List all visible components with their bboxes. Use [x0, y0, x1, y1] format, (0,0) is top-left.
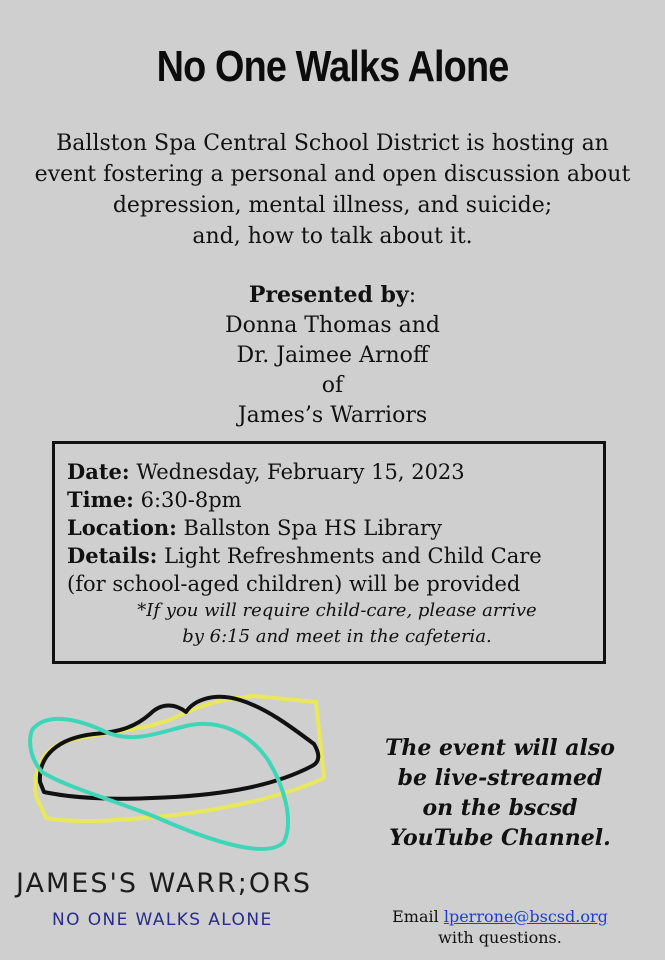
presenter-line: James’s Warriors [237, 403, 428, 428]
contact-line [360, 906, 640, 927]
shoe-outline-yellow [35, 696, 324, 821]
time-value: 6:30-8pm [133, 488, 242, 512]
shoe-logo-icon [28, 692, 328, 862]
intro-line: event fostering a personal and open discussion about [34, 162, 631, 187]
contact-suffix: with questions. [438, 928, 562, 947]
intro-line: and, how to talk about it. [192, 224, 473, 249]
brand-name: JAMES'S WARR;ORS [16, 868, 313, 899]
presenters-section [0, 280, 665, 431]
details-label: Details: [67, 543, 158, 568]
date-row [67, 458, 603, 486]
contact-info [360, 906, 640, 948]
childcare-note [67, 598, 607, 650]
location-row [67, 514, 603, 542]
stream-line: be live-streamed [397, 765, 603, 791]
presenter-line: of [321, 373, 344, 398]
intro-line: depression, mental illness, and suicide; [112, 193, 553, 218]
details-row [67, 542, 603, 570]
email-link[interactable]: lperrone@bscsd.org [443, 907, 608, 926]
presented-by-label: Presented by [248, 282, 409, 308]
intro-line: Ballston Spa Central School District is hosting an [56, 131, 609, 156]
date-value: Wednesday, February 15, 2023 [129, 460, 465, 484]
brand-tagline: NO ONE WALKS ALONE [52, 910, 273, 930]
time-label: Time: [67, 487, 134, 512]
stream-line: YouTube Channel. [389, 825, 611, 851]
presented-by-heading [0, 280, 665, 311]
intro-paragraph [0, 128, 665, 252]
note-line: *If you will require child-care, please arrive [137, 600, 537, 621]
stream-line: The event will also [385, 735, 615, 761]
stream-line: on the bscsd [422, 795, 578, 821]
event-details-box [52, 441, 606, 664]
presented-by-colon: : [408, 283, 417, 308]
email-prefix: Email [392, 907, 444, 926]
note-line: by 6:15 and meet in the cafeteria. [182, 626, 492, 647]
location-value: Ballston Spa HS Library [176, 516, 442, 540]
location-label: Location: [67, 515, 177, 540]
presenter-line: Dr. Jaimee Arnoff [236, 343, 429, 368]
presenter-line: Donna Thomas and [224, 313, 441, 338]
date-label: Date: [67, 459, 130, 484]
event-title: No One Walks Alone [156, 42, 509, 91]
details-line2: (for school-aged children) will be provided [67, 572, 521, 596]
details-value: Light Refreshments and Child Care [157, 544, 542, 568]
time-row [67, 486, 603, 514]
livestream-notice [360, 733, 640, 853]
shoe-outline-black [40, 697, 318, 799]
